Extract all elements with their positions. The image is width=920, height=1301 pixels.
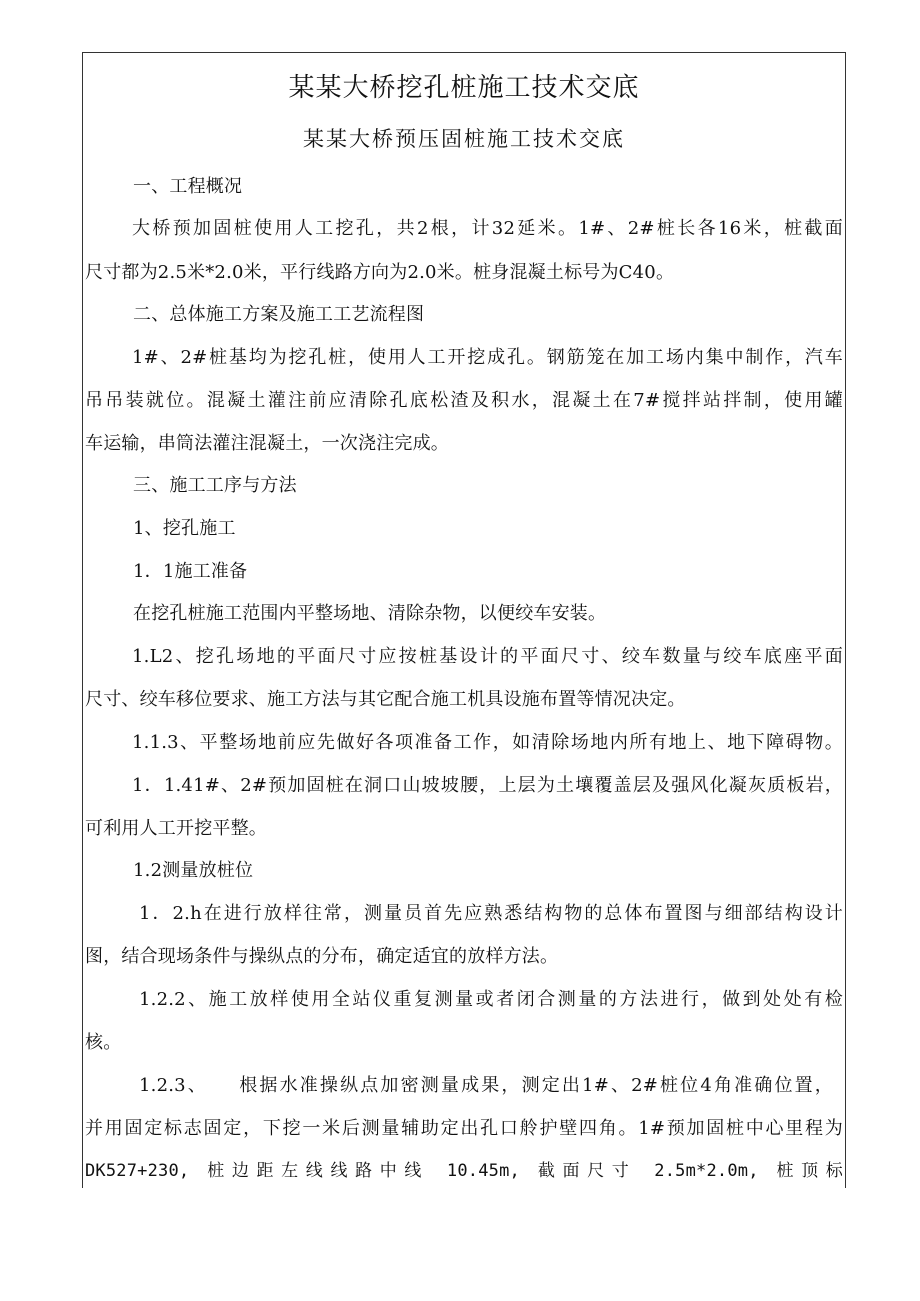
subsection-heading: 1、挖孔施工 — [133, 518, 236, 539]
paragraph-line: 在挖孔桩施工范围内平整场地、清除杂物，以便绞车安装。 — [133, 603, 607, 624]
paragraph-line: 尺寸都为2.5米*2.0米，平行线路方向为2.0米。桩身混凝土标号为C40。 — [85, 262, 675, 283]
paragraph-line: 吊吊装就位。混凝土灌注前应清除孔底松渣及积水，混凝土在7#搅拌站拌制，使用罐 — [85, 390, 843, 411]
subsection-heading: 1.2测量放桩位 — [133, 860, 254, 881]
section-heading: 三、施工工序与方法 — [133, 475, 297, 496]
paragraph-line: DK527+230, 桩边距左线线路中线 10.45m, 截面尺寸 2.5m*2.0m, 桩顶标 — [85, 1161, 843, 1181]
paragraph-line: 核。 — [85, 1032, 122, 1053]
paragraph-line: 大桥预加固桩使用人工挖孔，共2根，计32延米。1#、2#桩长各16米，桩截面 — [132, 218, 843, 239]
document-subtitle: 某某大桥预压固桩施工技术交底 — [303, 127, 625, 151]
paragraph-line: 1.L2、挖孔场地的平面尺寸应按桩基设计的平面尺寸、绞车数量与绞车底座平面 — [132, 646, 843, 667]
paragraph-line: 1.1.3、平整场地前应先做好各项准备工作，如清除场地内所有地上、地下障碍物。 — [132, 732, 843, 753]
subsection-heading: 1．1施工准备 — [133, 561, 248, 582]
paragraph-line: 尺寸、绞车移位要求、施工方法与其它配合施工机具设施布置等情况决定。 — [85, 689, 686, 710]
document-title: 某某大桥挖孔桩施工技术交底 — [288, 73, 640, 103]
paragraph-line: 1.2.2、施工放样使用全站仪重复测量或者闭合测量的方法进行，做到处处有检 — [139, 989, 843, 1010]
paragraph-line: 并用固定标志固定，下挖一米后测量辅助定出孔口舲护壁四角。1#预加固桩中心里程为 — [85, 1118, 843, 1139]
paragraph-line: 1.2.3、 根据水准操纵点加密测量成果，测定出1#、2#桩位4角准确位置， — [139, 1075, 833, 1096]
document-frame — [82, 52, 846, 1188]
paragraph-line: 1．2.h在进行放样往常，测量员首先应熟悉结构物的总体布置图与细部结构设计 — [139, 903, 843, 924]
section-heading: 一、工程概况 — [133, 176, 243, 197]
paragraph-line: 1#、2#桩基均为挖孔桩，使用人工开挖成孔。钢筋笼在加工场内集中制作，汽车 — [132, 347, 843, 368]
paragraph-line: 1．1.41#、2#预加固桩在洞口山坡坡腰，上层为土壤覆盖层及强风化凝灰质板岩， — [132, 775, 843, 796]
paragraph-line: 图，结合现场条件与操纵点的分布，确定适宜的放样方法。 — [85, 946, 559, 967]
paragraph-line: 可利用人工开挖平整。 — [85, 818, 267, 839]
paragraph-line: 车运输，串筒法灌注混凝土，一次浇注完成。 — [85, 433, 449, 454]
section-heading: 二、总体施工方案及施工工艺流程图 — [133, 304, 425, 325]
